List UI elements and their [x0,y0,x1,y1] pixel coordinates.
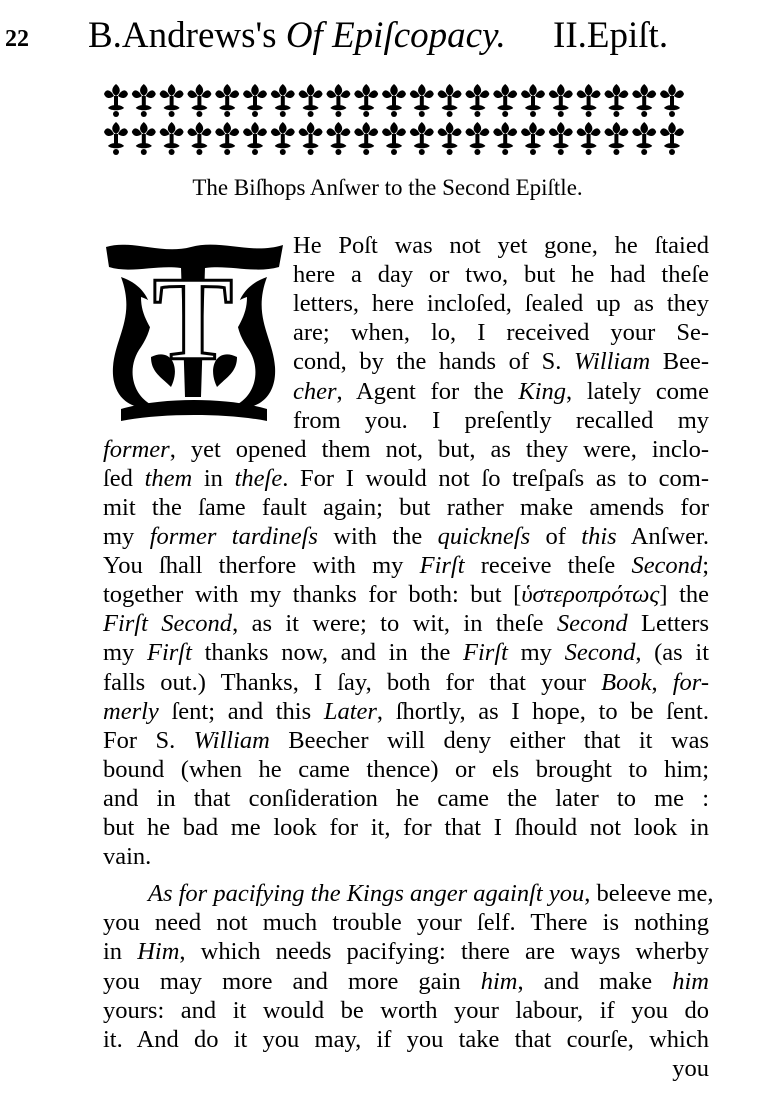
text-line [103,494,709,522]
text-line [103,669,709,697]
text-line [293,407,709,435]
text-line [103,997,709,1025]
text-run: , Agent for the [336,377,519,405]
text-run: mit the ſame fault again; but rather make amends for [103,493,709,521]
fleuron-icon [521,122,545,155]
text-run: him [480,967,518,995]
running-title-italic: Of Epiſcopacy. [285,15,506,56]
fleuron-icon [521,84,545,117]
drop-cap-letter: T [152,252,234,385]
text-run: Second [631,552,703,580]
text-run: former tardineſs [149,523,318,550]
running-title-epistle: II.Epiſt. [553,15,669,56]
text-line [103,843,709,871]
text-run: thanks now, and in the [191,639,464,667]
text-line [103,581,709,609]
text-run: and in that conſideration he came the later to me : [103,784,709,812]
fleuron-icon [243,84,267,117]
text-line [103,698,709,726]
fleuron-icon [132,122,156,155]
fleuron-icon [438,122,462,155]
text-run: , ſhortly, as I hope, to be ſent. [376,697,709,725]
fleuron-ornament-band [100,80,688,158]
running-title [88,14,669,57]
fleuron-icon [187,84,211,117]
text-run: He Poſt was not yet gone, he ſtaied [293,232,709,259]
decorated-initial [101,237,287,423]
section-heading: The Biſhops Anſwer to the Second Epiſtle. [192,175,583,200]
text-run: yours: and it would be worth your labour, if you do [103,996,709,1024]
text-line [148,880,714,908]
text-line [103,1026,709,1054]
ornament-row-top [104,84,684,117]
text-run: Later [323,697,377,725]
fleuron-icon [104,84,128,117]
text-run: cond, by the hands of S. [293,348,574,376]
text-run: with the [317,523,438,550]
text-run: ὑστεροπρότως [521,581,660,609]
fleuron-icon [382,122,406,155]
fleuron-icon [493,84,517,117]
text-run: here a day or two, but he had theſe [293,261,709,289]
text-run: bound (when he came thence) or els brought to him; [103,755,709,783]
fleuron-icon [632,122,656,155]
text-run: but he bad me look for it, for that I ſhould not look in [103,814,709,841]
text-run: For S. [103,726,194,754]
text-run: Second [556,610,628,638]
text-run: Letters [627,610,709,638]
text-run: quickneſs [437,523,531,550]
text-run: theſe [234,464,283,492]
fleuron-icon [604,84,628,117]
text-run: William [193,726,270,754]
text-line [293,261,709,289]
text-line [103,938,709,966]
fleuron-icon [326,84,350,117]
fleuron-icon [326,122,350,155]
fleuron-icon [549,84,573,117]
text-run: former [103,435,170,463]
fleuron-icon [132,84,156,117]
text-line [103,465,709,493]
fleuron-icon [632,84,656,117]
text-run: Firſt [463,639,508,667]
text-run: falls out.) Thanks, I ſay, both for that your [103,668,602,696]
text-line [103,785,709,813]
text-line [293,319,709,347]
text-run: , [651,668,673,696]
text-run: cher [293,377,337,405]
text-run: Firſt [419,552,465,580]
text-run: vain. [103,843,152,871]
text-run: together with my thanks for both: but [ [103,581,522,609]
text-run: , beleeve me, [584,880,714,908]
text-run: Beecher will deny either that it was [269,726,709,754]
fleuron-icon [160,84,184,117]
fleuron-icon [382,84,406,117]
running-title-name: B.Andrews's [88,15,277,56]
fleuron-icon [299,84,323,117]
fleuron-icon [243,122,267,155]
text-run: my [103,523,150,550]
fleuron-icon [354,84,378,117]
text-run: them [144,464,193,492]
text-line [103,639,709,667]
text-run: him [672,967,709,995]
text-line [103,727,709,755]
text-run: Book [601,668,652,696]
text-line [103,814,709,842]
text-run: , and make [517,967,673,995]
page-number: 22 [5,26,29,52]
text-run: you need not much trouble your ſelf. There is nothing [103,909,709,937]
text-line [103,968,709,996]
fleuron-icon [215,122,239,155]
fleuron-icon [104,122,128,155]
fleuron-icon [577,122,601,155]
fleuron-icon [187,122,211,155]
fleuron-icon [299,122,323,155]
text-run: you may more and more gain [103,967,481,995]
text-run: in [103,938,138,966]
text-line [103,756,709,784]
fleuron-icon [271,84,295,117]
text-run: ſent; and this [158,697,324,725]
text-run: receive theſe [464,552,632,580]
text-run: Firſt Second [103,610,233,638]
text-run: ſed [103,464,145,492]
text-run: , yet opened them not, but, as they were, inclo- [169,435,709,463]
text-run: Him [137,938,180,966]
text-run: my [103,639,147,667]
text-run: As for pacifying the Kings anger againſt you [148,880,585,908]
text-line [293,348,709,376]
fleuron-icon [271,122,295,155]
running-header [0,12,775,62]
text-run: , which needs pacifying: there are ways wherby [179,938,710,966]
text-run: my [507,639,565,667]
fleuron-icon [660,84,684,117]
text-line [103,610,709,638]
text-run: . For I would not ſo treſpaſs as to com- [282,464,709,492]
text-run: King [518,377,567,405]
text-line [103,909,709,937]
fleuron-icon [465,84,489,117]
text-run: Firſt [146,639,192,667]
fleuron-icon [465,122,489,155]
fleuron-icon [438,84,462,117]
fleuron-icon [493,122,517,155]
fleuron-icon [549,122,573,155]
text-run: , as it were; to wit, in theſe [232,610,557,638]
text-run: , (as it [635,639,709,667]
text-line [103,1055,709,1083]
text-run: merly [103,697,159,725]
text-line [103,523,709,551]
text-run: Second [564,639,636,667]
text-run: Anſwer. [616,523,709,550]
text-run: from you. I preſently recalled my [293,406,709,434]
text-run: you [672,1054,709,1082]
fleuron-icon [215,84,239,117]
text-run: ; [702,552,709,580]
text-run: in [192,464,235,492]
text-line [293,232,709,260]
text-run: for- [672,668,710,696]
fleuron-icon [410,122,434,155]
fleuron-icon [354,122,378,155]
text-run: this [581,523,617,550]
text-run: are; when, lo, I received your Se- [293,319,709,347]
text-run: William [573,348,651,376]
text-run: of [530,523,582,550]
fleuron-icon [160,122,184,155]
text-run: , lately come [566,377,709,405]
text-line [103,552,709,580]
text-line [293,378,709,406]
text-run: ] the [659,581,710,609]
fleuron-icon [577,84,601,117]
text-run: it. And do it you may, if you take that courſe, which [103,1025,709,1053]
fleuron-icon [660,122,684,155]
text-line [103,436,709,464]
fleuron-icon [410,84,434,117]
text-line [293,290,709,318]
text-run: letters, here incloſed, ſealed up as they [293,290,709,318]
text-run: Bee- [650,348,710,376]
ornament-row-bottom [104,122,684,155]
fleuron-icon [604,122,628,155]
text-run: You ſhall therfore with my [103,552,420,580]
